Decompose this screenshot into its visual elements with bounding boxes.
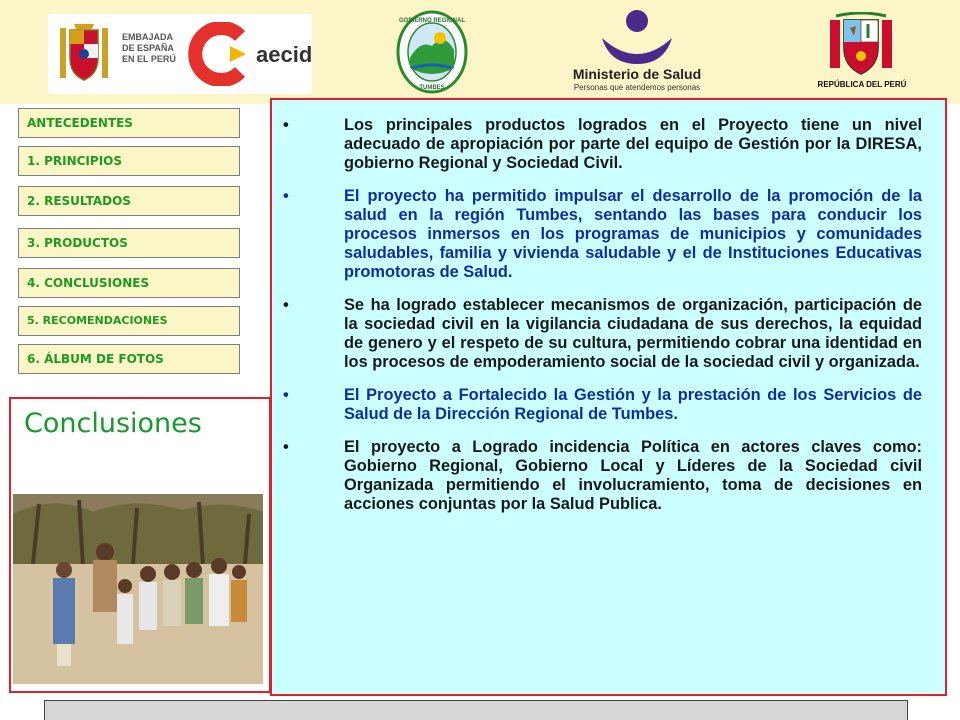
bullet-point: •: [283, 296, 289, 314]
embajada-aecid-logo: [48, 14, 312, 94]
nav-recomendaciones[interactable]: 5. RECOMENDACIONES: [18, 306, 240, 336]
conclusion-text: Los principales productos logrados en el Proyecto tiene un nivel adecuado de apropiación por parte del equipo de Gestión por la DIRESA, gobierno Regional y Sociedad Civil.: [344, 116, 922, 172]
tumbes-arc-bottom: TUMBES: [419, 85, 445, 91]
conclusion-item: [280, 386, 922, 424]
conclusion-text: El proyecto a Logrado incidencia Política en actores claves como: Gobierno Regional, Gobierno Local y Líderes de la Sociedad civil Organizada permitiendo el involucramiento, toma de decisiones en acciones conjuntas por la Salud Publica.: [344, 438, 922, 513]
gobierno-regional-tumbes-seal-icon: [396, 10, 468, 94]
nav-resultados[interactable]: 2. RESULTADOS: [18, 186, 240, 216]
nav-principios[interactable]: 1. PRINCIPIOS: [18, 146, 240, 176]
logo-header: [0, 0, 960, 104]
bullet-point: •: [283, 187, 289, 205]
minsa-name: Ministerio de Salud: [572, 66, 702, 82]
nav-conclusiones[interactable]: 4. CONCLUSIONES: [18, 268, 240, 298]
peru-coat-of-arms-icon: [826, 12, 896, 78]
embajada-text: EMBAJADA DE ESPAÑA EN EL PERÚ: [122, 32, 176, 64]
conclusion-item: [280, 296, 922, 372]
minsa-subtitle: Personas que atendemos personas: [573, 83, 701, 92]
spain-coat-of-arms-icon: [58, 24, 110, 84]
footer-bar: [44, 700, 908, 720]
conclusion-item: [280, 187, 922, 282]
bullet-point: •: [283, 386, 289, 404]
conclusion-text: El proyecto ha permitido impulsar el desarrollo de la promoción de la salud en la región Tumbes, sentando las bases para conducir los procesos inmersos en los programas de municipios y comunidades saludables, familia y vivienda saludable y el de Instituciones Educativas promotoras de Salud.: [344, 187, 922, 281]
nav-album-de-fotos[interactable]: 6. ÁLBUM DE FOTOS: [18, 344, 240, 374]
bullet-point: •: [283, 116, 289, 134]
peru-name: REPÚBLICA DEL PERÚ: [817, 80, 907, 89]
nav-productos[interactable]: 3. PRODUCTOS: [18, 228, 240, 258]
aecid-logo-icon: [186, 22, 250, 86]
nav-antecedentes[interactable]: ANTECEDENTES: [18, 108, 240, 138]
ministerio-de-salud-logo-icon: [598, 8, 676, 66]
conclusion-item: [280, 438, 922, 514]
bullet-point: •: [283, 438, 289, 456]
conclusions-list: [280, 116, 922, 528]
aecid-text: aecid: [256, 42, 313, 67]
tumbes-arc-top: GOBIERNO REGIONAL: [398, 18, 466, 24]
section-title: Conclusiones: [24, 408, 202, 439]
conclusion-item: [280, 116, 922, 173]
children-outdoor-photo: [13, 494, 263, 684]
conclusion-text: Se ha logrado establecer mecanismos de organización, participación de la sociedad civil en la vigilancia ciudadana de sus derechos, la equidad de genero y el respeto de su cultura, permitiendo cobrar una identidad en los procesos de empoderamiento social de la sociedad civil y organizada.: [344, 296, 922, 371]
conclusion-text: El Proyecto a Fortalecido la Gestión y la prestación de los Servicios de Salud de la Dirección Regional de Tumbes.: [344, 386, 922, 423]
